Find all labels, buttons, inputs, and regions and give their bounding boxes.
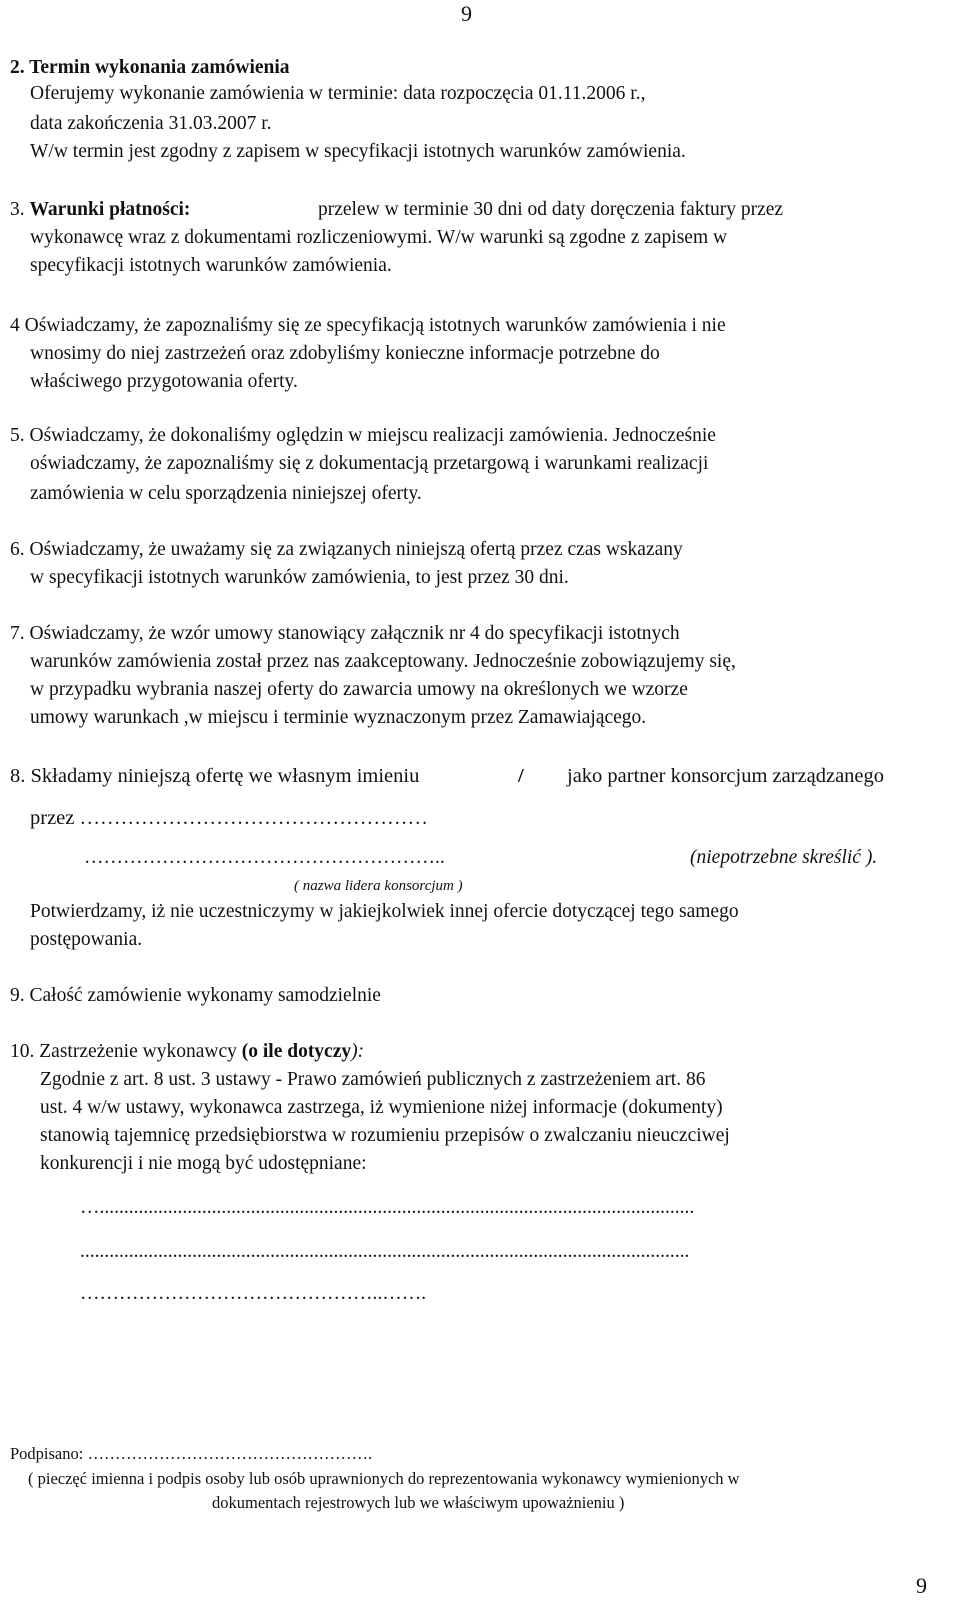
- signed-by-line: Podpisano: …………………………………………….: [10, 1444, 373, 1463]
- section-2-heading: 2. Termin wykonania zamówienia: [10, 57, 290, 78]
- section-4-line-1: 4 Oświadczamy, że zapoznaliśmy się ze specyfikacją istotnych warunków zamówienia i nie: [10, 315, 726, 336]
- section-4-line-3: właściwego przygotowania oferty.: [30, 371, 298, 392]
- section-10-qualifier: (o ile dotyczy: [241, 1041, 352, 1062]
- section-6-line-2: w specyfikacji istotnych warunków zamówienia, to jest przez 30 dni.: [30, 567, 569, 588]
- section-8-slash: /: [518, 765, 524, 787]
- section-7-line-4: umowy warunkach ,w miejscu i terminie wyznaczonym przez Zamawiającego.: [30, 707, 647, 728]
- signature-caption-line-1: ( pieczęć imienna i podpis osoby lub osób uprawnionych do reprezentowania wykonawcy wymienionych w: [28, 1469, 740, 1488]
- section-3-line-2: wykonawcę wraz z dokumentami rozliczeniowymi. W/w warunki są zgodne z zapisem w: [30, 227, 728, 248]
- section-8-line-4: Potwierdzamy, iż nie uczestniczymy w jakiejkolwiek innej ofercie dotyczącej tego samego: [30, 901, 739, 922]
- section-3-label: Warunki płatności:: [29, 199, 191, 220]
- consortium-leader-caption: ( nazwa lidera konsorcjum ): [294, 878, 463, 894]
- section-7-line-1: 7. Oświadczamy, że wzór umowy stanowiący załącznik nr 4 do specyfikacji istotnych: [10, 623, 680, 644]
- section-2-line-1: Oferujemy wykonanie zamówienia w terminie: data rozpoczęcia 01.11.2006 r.,: [30, 83, 646, 104]
- section-3-line-1: [10, 198, 190, 222]
- section-4-line-2: wnosimy do niej zastrzeżeń oraz zdobyliśmy konieczne informacje potrzebne do: [30, 343, 660, 364]
- section-8-line-1a: 8. Składamy niniejszą ofertę we własnym imieniu: [10, 765, 420, 787]
- section-5-line-1: 5. Oświadczamy, że dokonaliśmy oględzin w miejscu realizacji zamówienia. Jednocześnie: [10, 425, 716, 446]
- section-5-line-2: oświadczamy, że zapoznaliśmy się z dokumentacją przetargową i warunkami realizacji: [30, 453, 709, 474]
- section-3-number: 3.: [10, 199, 25, 220]
- section-10-line-3: ust. 4 w/w ustawy, wykonawca zastrzega, iż wymienione niżej informacje (dokumenty): [40, 1097, 723, 1118]
- section-10-line-2: Zgodnie z art. 8 ust. 3 ustawy - Prawo zamówień publicznych z zastrzeżeniem art. 86: [40, 1069, 706, 1090]
- section-10-line-1: [10, 1040, 364, 1064]
- section-5-line-3: zamówienia w celu sporządzenia niniejszej oferty.: [30, 483, 422, 504]
- section-10-line-5: konkurencji i nie mogą być udostępniane:: [40, 1153, 367, 1174]
- section-7-line-2: warunków zamówienia został przez nas zaakceptowany. Jednocześnie zobowiązujemy się,: [30, 651, 736, 672]
- section-10-line-4: stanowią tajemnicę przedsiębiorstwa w rozumieniu przepisów o zwalczaniu nieuczciwej: [40, 1125, 730, 1146]
- page-number-top: 9: [461, 1, 472, 26]
- fill-in-dots-3: ………………………………………..…….: [80, 1283, 427, 1304]
- section-8-strike-note: (niepotrzebne skreślić ).: [690, 847, 878, 868]
- fill-in-dots-2: .............................................................................................................................: [80, 1241, 690, 1262]
- section-8-line-5: postępowania.: [30, 929, 143, 950]
- fill-in-dots-1: …..........................................................................................................................: [80, 1197, 695, 1218]
- section-10-qualifier-end: ):: [351, 1041, 365, 1062]
- page-number-bottom: 9: [916, 1573, 927, 1598]
- signature-caption-line-2: dokumentach rejestrowych lub we właściwym upoważnieniu ): [212, 1493, 625, 1512]
- section-2-line-3: W/w termin jest zgodny z zapisem w specyfikacji istotnych warunków zamówienia.: [30, 141, 686, 162]
- section-8-line-2: przez ……………………………………………: [30, 807, 428, 829]
- section-8-line-1b: jako partner konsorcjum zarządzanego: [567, 765, 885, 787]
- section-9-line-1: 9. Całość zamówienie wykonamy samodzielnie: [10, 985, 381, 1006]
- section-8-dots-line: ………………………………………………..: [84, 847, 445, 868]
- section-7-line-3: w przypadku wybrania naszej oferty do zawarcia umowy na określonych we wzorze: [30, 679, 688, 700]
- section-3-line-1-rest: przelew w terminie 30 dni od daty doręczenia faktury przez: [318, 199, 784, 220]
- section-6-line-1: 6. Oświadczamy, że uważamy się za związanych niniejszą ofertą przez czas wskazany: [10, 539, 683, 560]
- section-10-title: 10. Zastrzeżenie wykonawcy: [10, 1041, 237, 1062]
- section-3-line-3: specyfikacji istotnych warunków zamówienia.: [30, 255, 392, 276]
- section-2-line-2: data zakończenia 31.03.2007 r.: [30, 113, 272, 134]
